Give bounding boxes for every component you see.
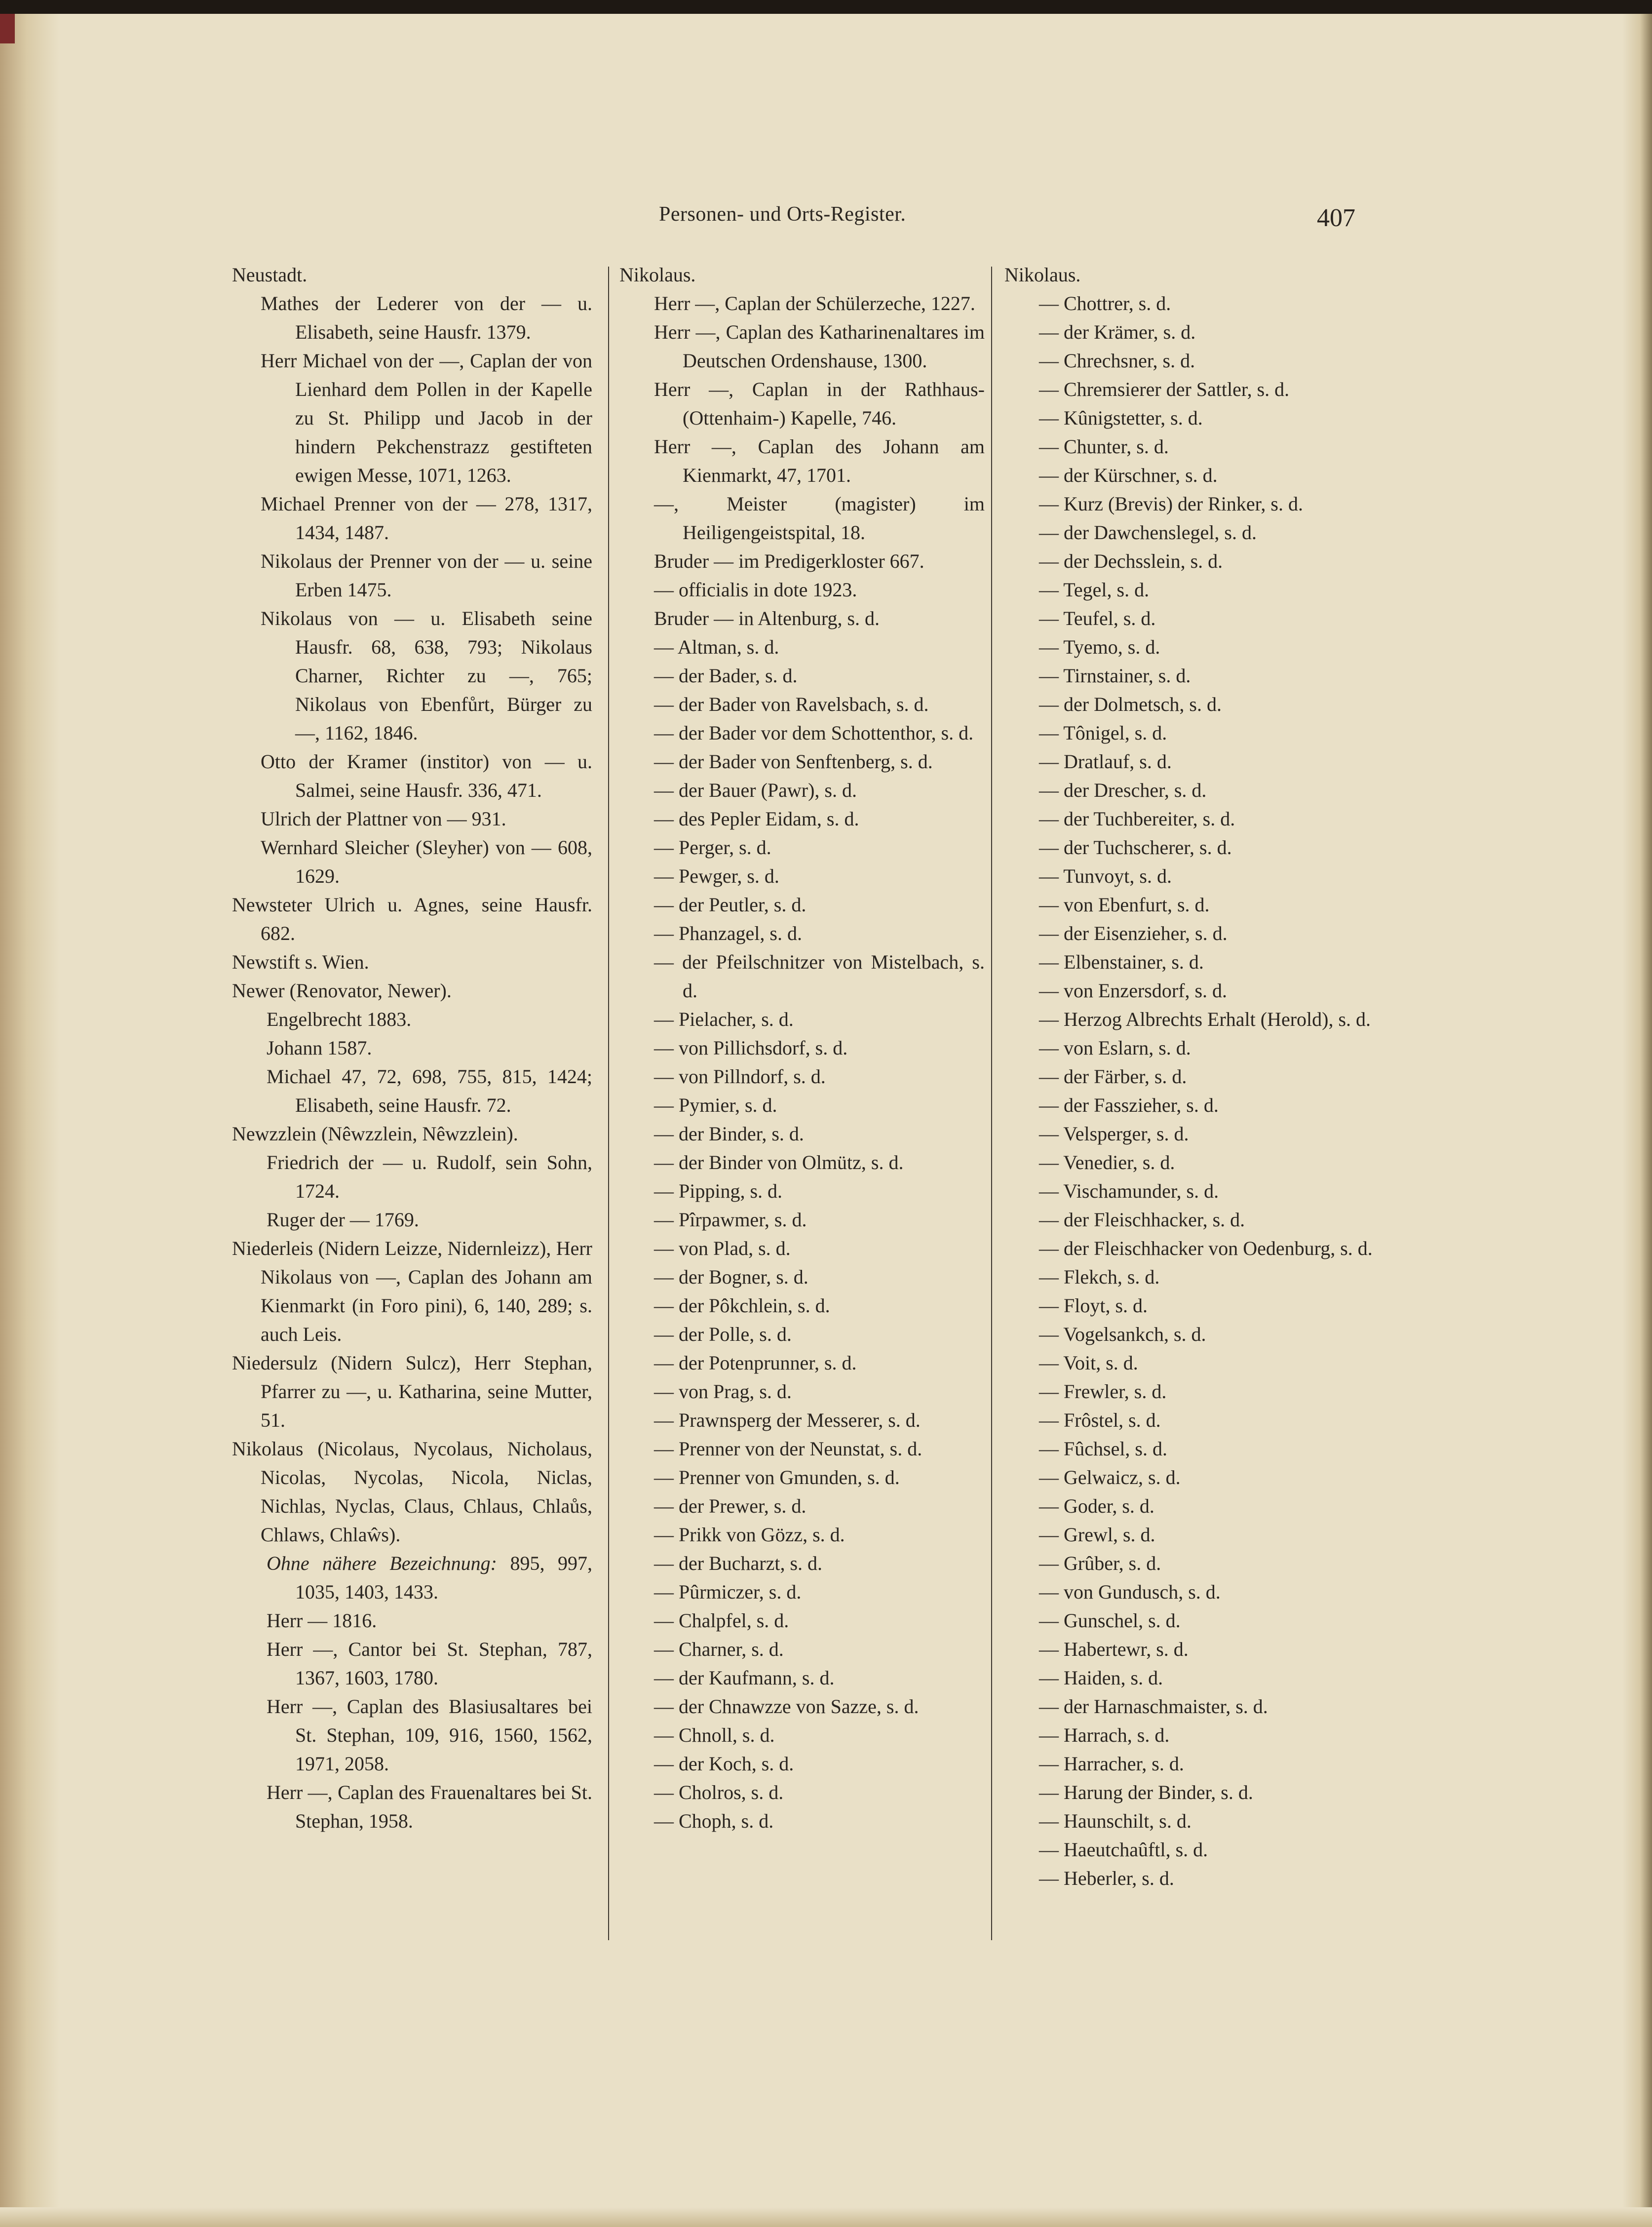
- index-entry: — der Pôkchlein, s. d.: [654, 1294, 830, 1317]
- index-entry: Herr —, Cantor bei St. Stephan, 787, 1367, 1603, 1780.: [267, 1638, 592, 1689]
- index-entry: — Phanzagel, s. d.: [654, 922, 802, 944]
- index-entry: — von Plad, s. d.: [654, 1237, 791, 1259]
- index-entry: — Venedier, s. d.: [1039, 1151, 1175, 1173]
- index-headword: Newsteter Ulrich u. Agnes, seine Hausfr. 682.: [232, 894, 592, 944]
- index-entry: — der Tuchbereiter, s. d.: [1039, 808, 1235, 830]
- index-headword: Nikolaus (Nicolaus, Nycolaus, Nicholaus, Nicolas, Nycolas, Nicola, Niclas, Nichlas, Nyclas, Claus, Chlaus, Chlaůs, Chlaws, Chlaŵs).: [232, 1438, 592, 1546]
- index-entry: Herr Michael von der —, Caplan der von Lienhard dem Pollen in der Kapelle zu St. Philipp und Jacob in der hindern Pekchenstrazz gestifteten ewigen Messe, 1071, 1263.: [261, 350, 592, 486]
- index-headword: Nikolaus.: [1004, 264, 1081, 286]
- index-entry: — Frôstel, s. d.: [1039, 1409, 1161, 1431]
- index-entry: Mathes der Lederer von der — u. Elisabeth, seine Hausfr. 1379.: [261, 292, 592, 343]
- index-column-2: [619, 261, 985, 1836]
- index-entry: — der Dawchenslegel, s. d.: [1039, 521, 1257, 544]
- page-spine-shadow: [0, 14, 59, 2227]
- index-entry: — Kûnigstetter, s. d.: [1039, 407, 1203, 429]
- index-entry: — Choph, s. d.: [654, 1810, 774, 1832]
- index-entry: — Vogelsankch, s. d.: [1039, 1323, 1206, 1345]
- index-headword: Nikolaus.: [619, 264, 696, 286]
- index-entry: Herr —, Caplan des Blasiusaltares bei St. Stephan, 109, 916, 1560, 1562, 1971, 2058.: [267, 1695, 592, 1775]
- index-entry: — Harrach, s. d.: [1039, 1724, 1170, 1746]
- index-entry: — Frewler, s. d.: [1039, 1380, 1167, 1403]
- index-entry: [232, 1549, 592, 1606]
- index-entry: — Tônigel, s. d.: [1039, 722, 1167, 744]
- index-entry: — Tegel, s. d.: [1039, 579, 1150, 601]
- index-entry: — der Bader von Senftenberg, s. d.: [654, 750, 933, 773]
- index-entry: Herr —, Caplan des Frauenaltares bei St. Stephan, 1958.: [267, 1781, 592, 1832]
- index-entry: — Floyt, s. d.: [1039, 1294, 1148, 1317]
- column-rule-1: [608, 267, 609, 1940]
- index-entry: — von Enzersdorf, s. d.: [1039, 979, 1228, 1002]
- index-entry: — Harung der Binder, s. d.: [1039, 1781, 1253, 1803]
- running-header: Personen- und Orts-Register.: [659, 203, 906, 226]
- index-entry: — Haunschilt, s. d.: [1039, 1810, 1191, 1832]
- index-entry: — Pielacher, s. d.: [654, 1008, 794, 1030]
- index-entry: — Teufel, s. d.: [1039, 607, 1156, 629]
- index-entry: — von Ebenfurt, s. d.: [1039, 894, 1210, 916]
- index-entry: — der Eisenzieher, s. d.: [1039, 922, 1228, 944]
- index-entry: — von Eslarn, s. d.: [1039, 1037, 1191, 1059]
- index-entry: — Grewl, s. d.: [1039, 1524, 1155, 1546]
- index-headword: Niederleis (Nidern Leizze, Nidernleizz), Herr Nikolaus von —, Caplan des Johann am Kienmarkt (in Foro pini), 6, 140, 289; s. auch Leis.: [232, 1237, 592, 1345]
- index-entry: — der Koch, s. d.: [654, 1753, 794, 1775]
- index-entry: — der Bader vor dem Schottenthor, s. d.: [654, 722, 974, 744]
- index-entry: — der Bauer (Pawr), s. d.: [654, 779, 857, 801]
- index-entry: — Fûchsel, s. d.: [1039, 1438, 1167, 1460]
- index-entry: — Pymier, s. d.: [654, 1094, 777, 1116]
- index-entry: Michael 47, 72, 698, 755, 815, 1424; Elisabeth, seine Hausfr. 72.: [267, 1065, 592, 1116]
- index-headword: Newer (Renovator, Newer).: [232, 979, 452, 1002]
- index-entry: — Perger, s. d.: [654, 836, 771, 859]
- index-entry: — der Dolmetsch, s. d.: [1039, 693, 1222, 715]
- index-entry: — von Pillichsdorf, s. d.: [654, 1037, 848, 1059]
- index-entry: — der Drescher, s. d.: [1039, 779, 1207, 801]
- index-entry: — Pîrpawmer, s. d.: [654, 1209, 807, 1231]
- index-entry: — Chalpfel, s. d.: [654, 1609, 789, 1632]
- index-entry: — der Kaufmann, s. d.: [654, 1667, 835, 1689]
- index-entry: — Pewger, s. d.: [654, 865, 779, 887]
- index-entry: — Tyemo, s. d.: [1039, 636, 1160, 658]
- index-entry: — Grûber, s. d.: [1039, 1552, 1161, 1574]
- index-entry: — Prikk von Gözz, s. d.: [654, 1524, 845, 1546]
- index-entry: — Haeutchaûftl, s. d.: [1039, 1838, 1208, 1861]
- index-entry: Bruder — im Predigerkloster 667.: [654, 550, 924, 572]
- index-headword: Niedersulz (Nidern Sulcz), Herr Stephan, Pfarrer zu —, u. Katharina, seine Mutter, 51.: [232, 1352, 592, 1431]
- binding-edge: [0, 14, 15, 43]
- index-headword: Newzzlein (Nêwzzlein, Nêwzzlein).: [232, 1123, 518, 1145]
- index-entry: — Herzog Albrechts Erhalt (Herold), s. d.: [1039, 1008, 1371, 1030]
- index-entry: — der Polle, s. d.: [654, 1323, 792, 1345]
- index-entry: — des Pepler Eidam, s. d.: [654, 808, 859, 830]
- index-entry: — Haiden, s. d.: [1039, 1667, 1163, 1689]
- index-entry: — der Bader, s. d.: [654, 664, 798, 687]
- index-entry: — der Färber, s. d.: [1039, 1065, 1187, 1088]
- index-entry: — der Peutler, s. d.: [654, 894, 807, 916]
- index-entry: — von Gundusch, s. d.: [1039, 1581, 1221, 1603]
- index-entry: — Pipping, s. d.: [654, 1180, 783, 1202]
- page-bottom-edge: [0, 2207, 1652, 2227]
- index-entry: — Habertewr, s. d.: [1039, 1638, 1189, 1660]
- index-entry: — Altman, s. d.: [654, 636, 779, 658]
- index-entry: — Vischamunder, s. d.: [1039, 1180, 1219, 1202]
- index-entry: — Tunvoyt, s. d.: [1039, 865, 1172, 887]
- index-entry: Ruger der — 1769.: [267, 1209, 419, 1231]
- index-entry: — Tirnstainer, s. d.: [1039, 664, 1191, 687]
- index-entry: — Prawnsperg der Messerer, s. d.: [654, 1409, 921, 1431]
- index-entry: — Gelwaicz, s. d.: [1039, 1466, 1181, 1488]
- index-entry: Johann 1587.: [267, 1037, 372, 1059]
- index-entry: Friedrich der — u. Rudolf, sein Sohn, 1724.: [267, 1151, 592, 1202]
- index-entry: Nikolaus der Prenner von der — u. seine Erben 1475.: [261, 550, 592, 601]
- index-entry: — Chremsierer der Sattler, s. d.: [1039, 378, 1290, 400]
- index-entry: — Flekch, s. d.: [1039, 1266, 1160, 1288]
- index-entry: — Chottrer, s. d.: [1039, 292, 1171, 314]
- index-entry-refs: 895, 997, 1035, 1403, 1433.: [295, 1552, 592, 1603]
- index-entry: — der Prewer, s. d.: [654, 1495, 807, 1517]
- index-entry: Wernhard Sleicher (Sleyher) von — 608, 1629.: [261, 836, 592, 887]
- page-right-edge: [1622, 14, 1652, 2227]
- index-entry: Otto der Kramer (institor) von — u. Salmei, seine Hausfr. 336, 471.: [261, 750, 592, 801]
- index-entry: — Chnoll, s. d.: [654, 1724, 775, 1746]
- index-entry: — der Pfeilschnitzer von Mistelbach, s. d.: [654, 951, 985, 1002]
- index-entry: — der Bogner, s. d.: [654, 1266, 808, 1288]
- index-entry: Engelbrecht 1883.: [267, 1008, 412, 1030]
- index-entry: Nikolaus von — u. Elisabeth seine Hausfr. 68, 638, 793; Nikolaus Charner, Richter zu —, 765; Nikolaus von Ebenfůrt, Bürger zu —, 1162, 1846.: [261, 607, 592, 744]
- index-entry: — Velsperger, s. d.: [1039, 1123, 1189, 1145]
- index-entry: — der Chnawzze von Sazze, s. d.: [654, 1695, 919, 1718]
- index-entry: — Goder, s. d.: [1039, 1495, 1154, 1517]
- index-entry: Herr —, Caplan des Katharinenaltares im Deutschen Ordenshause, 1300.: [654, 321, 985, 372]
- index-headword: Neustadt.: [232, 264, 307, 286]
- index-entry: Herr —, Caplan des Johann am Kienmarkt, 47, 1701.: [654, 435, 985, 486]
- index-entry: — der Fasszieher, s. d.: [1039, 1094, 1219, 1116]
- index-entry: — der Bader von Ravelsbach, s. d.: [654, 693, 929, 715]
- page-number: 407: [1317, 204, 1355, 232]
- index-entry: Herr — 1816.: [267, 1609, 377, 1632]
- index-entry: — Voit, s. d.: [1039, 1352, 1138, 1374]
- index-entry: Herr —, Caplan der Schülerzeche, 1227.: [654, 292, 975, 314]
- index-entry: — Chunter, s. d.: [1039, 435, 1169, 458]
- index-entry: Herr —, Caplan in der Rathhaus-(Ottenhaim-) Kapelle, 746.: [654, 378, 985, 429]
- index-entry: — der Kürschner, s. d.: [1039, 464, 1218, 486]
- index-entry: — Chrechsner, s. d.: [1039, 350, 1195, 372]
- index-column-3: [1004, 261, 1380, 1893]
- index-entry: — Heberler, s. d.: [1039, 1867, 1174, 1889]
- index-entry: — Gunschel, s. d.: [1039, 1609, 1181, 1632]
- index-entry: — der Fleischhacker, s. d.: [1039, 1209, 1245, 1231]
- index-entry: — der Tuchscherer, s. d.: [1039, 836, 1232, 859]
- index-entry: — Harracher, s. d.: [1039, 1753, 1184, 1775]
- index-entry: — der Harnaschmaister, s. d.: [1039, 1695, 1268, 1718]
- index-column-1: [232, 261, 592, 1836]
- column-rule-2: [991, 267, 992, 1940]
- index-entry: — Prenner von Gmunden, s. d.: [654, 1466, 900, 1488]
- index-entry: — Elbenstainer, s. d.: [1039, 951, 1204, 973]
- index-entry: — Prenner von der Neunstat, s. d.: [654, 1438, 922, 1460]
- index-entry: — von Pillndorf, s. d.: [654, 1065, 826, 1088]
- index-entry: — Kurz (Brevis) der Rinker, s. d.: [1039, 493, 1303, 515]
- index-entry: Michael Prenner von der — 278, 1317, 1434, 1487.: [261, 493, 592, 544]
- index-entry: — der Binder von Olmütz, s. d.: [654, 1151, 904, 1173]
- index-entry: — der Binder, s. d.: [654, 1123, 804, 1145]
- index-entry: — der Potenprunner, s. d.: [654, 1352, 857, 1374]
- index-entry: — der Krämer, s. d.: [1039, 321, 1196, 343]
- index-entry: — Charner, s. d.: [654, 1638, 784, 1660]
- index-entry: — der Fleischhacker von Oedenburg, s. d.: [1039, 1237, 1373, 1259]
- index-headword: Newstift s. Wien.: [232, 951, 369, 973]
- index-entry: — Cholros, s. d.: [654, 1781, 784, 1803]
- index-entry: Ulrich der Plattner von — 931.: [261, 808, 506, 830]
- index-entry: — der Dechsslein, s. d.: [1039, 550, 1223, 572]
- index-entry: — Pûrmiczer, s. d.: [654, 1581, 802, 1603]
- index-entry: —, Meister (magister) im Heiligengeistspital, 18.: [654, 493, 985, 544]
- index-entry: — der Bucharzt, s. d.: [654, 1552, 823, 1574]
- index-entry: Bruder — in Altenburg, s. d.: [654, 607, 880, 629]
- index-entry: — officialis in dote 1923.: [654, 579, 857, 601]
- index-entry: — Dratlauf, s. d.: [1039, 750, 1172, 773]
- index-entry-label: Ohne nähere Bezeichnung:: [267, 1552, 497, 1574]
- index-entry: — von Prag, s. d.: [654, 1380, 792, 1403]
